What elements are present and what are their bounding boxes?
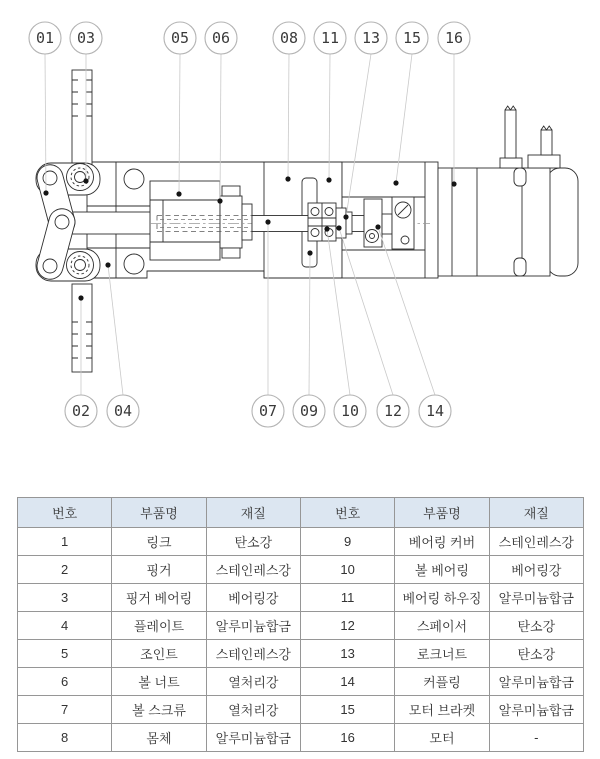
table-cell: 베어링강 [489, 556, 583, 584]
callout-06 [205, 22, 237, 54]
table-cell: 스페이서 [395, 612, 489, 640]
svg-text:01: 01 [35, 29, 55, 47]
table-cell: 볼 너트 [112, 668, 206, 696]
table-cell: 9 [300, 528, 394, 556]
table-cell: 링크 [112, 528, 206, 556]
table-cell: 볼 베어링 [395, 556, 489, 584]
table-cell: 탄소강 [206, 528, 300, 556]
drawing-finger-bearing-bottom [67, 252, 94, 279]
table-cell: 10 [300, 556, 394, 584]
callout-16 [438, 22, 470, 54]
callout-09 [293, 395, 325, 427]
table-cell: 베어링 하우징 [395, 584, 489, 612]
svg-text:03: 03 [76, 29, 96, 47]
table-cell: 알루미늄합금 [206, 612, 300, 640]
svg-text:15: 15 [402, 29, 422, 47]
table-cell: 5 [18, 640, 112, 668]
drawing-finger-bearing-top [67, 164, 94, 191]
table-row [18, 640, 584, 668]
table-cell: 베어링 커버 [395, 528, 489, 556]
svg-text:06: 06 [211, 29, 231, 47]
table-cell: 핑거 베어링 [112, 584, 206, 612]
table-cell: 볼 스크류 [112, 696, 206, 724]
table-cell: 모터 브라켓 [395, 696, 489, 724]
table-cell: 스테인레스강 [206, 556, 300, 584]
table-row [18, 696, 584, 724]
column-header: 부품명 [395, 498, 489, 528]
callout-10 [334, 395, 366, 427]
svg-text:09: 09 [299, 402, 319, 420]
drawing-ball-bearings [308, 203, 336, 241]
table-cell: 8 [18, 724, 112, 752]
callout-07 [252, 395, 284, 427]
callout-13 [355, 22, 387, 54]
svg-text:02: 02 [71, 402, 91, 420]
callouts-bottom [65, 395, 451, 427]
table-cell: 스테인레스강 [206, 640, 300, 668]
table-cell: 커플링 [395, 668, 489, 696]
callout-05 [164, 22, 196, 54]
table-row [18, 612, 584, 640]
svg-text:04: 04 [113, 402, 133, 420]
column-header: 번호 [18, 498, 112, 528]
table-row [18, 584, 584, 612]
callout-14 [419, 395, 451, 427]
svg-text:16: 16 [444, 29, 464, 47]
svg-text:14: 14 [425, 402, 445, 420]
callout-15 [396, 22, 428, 54]
table-cell: 알루미늄합금 [206, 724, 300, 752]
table-cell: 4 [18, 612, 112, 640]
table-cell: 조인트 [112, 640, 206, 668]
callout-03 [70, 22, 102, 54]
table-row [18, 668, 584, 696]
table-cell: 7 [18, 696, 112, 724]
table-header-row [18, 498, 584, 528]
table-cell: 베어링강 [206, 584, 300, 612]
table-cell: 15 [300, 696, 394, 724]
table-cell: 플레이트 [112, 612, 206, 640]
table-cell: 알루미늄합금 [489, 584, 583, 612]
table-cell: 열처리강 [206, 668, 300, 696]
table-cell: 16 [300, 724, 394, 752]
table-cell: 열처리강 [206, 696, 300, 724]
table-cell: 모터 [395, 724, 489, 752]
drawing-motor [438, 106, 578, 276]
table-cell: 14 [300, 668, 394, 696]
table-cell: 핑거 [112, 556, 206, 584]
table-cell: 몸체 [112, 724, 206, 752]
column-header: 번호 [300, 498, 394, 528]
table-cell: 알루미늄합금 [489, 668, 583, 696]
callout-11 [314, 22, 346, 54]
svg-text:05: 05 [170, 29, 190, 47]
column-header: 재질 [206, 498, 300, 528]
callout-02 [65, 395, 97, 427]
svg-text:08: 08 [279, 29, 299, 47]
callout-12 [377, 395, 409, 427]
parts-table [17, 497, 584, 752]
table-cell: 스테인레스강 [489, 528, 583, 556]
svg-text:07: 07 [258, 402, 278, 420]
table-cell: 6 [18, 668, 112, 696]
callout-08 [273, 22, 305, 54]
column-header: 재질 [489, 498, 583, 528]
svg-text:12: 12 [383, 402, 403, 420]
callouts-top [29, 22, 470, 54]
table-cell: 탄소강 [489, 612, 583, 640]
table-row [18, 528, 584, 556]
table-cell: 12 [300, 612, 394, 640]
table-cell: 로크너트 [395, 640, 489, 668]
table-cell: 2 [18, 556, 112, 584]
table-cell: 알루미늄합금 [489, 696, 583, 724]
svg-text:11: 11 [320, 29, 340, 47]
table-cell: 1 [18, 528, 112, 556]
column-header: 부품명 [112, 498, 206, 528]
callout-01 [29, 22, 61, 54]
motor-cables [505, 106, 552, 158]
drawing-finger-top [72, 70, 92, 166]
table-cell: 탄소강 [489, 640, 583, 668]
drawing-lock-nut [336, 208, 352, 238]
table-cell: 13 [300, 640, 394, 668]
callout-04 [107, 395, 139, 427]
table-row [18, 724, 584, 752]
table-cell: 3 [18, 584, 112, 612]
table-row [18, 556, 584, 584]
table-cell: - [489, 724, 583, 752]
svg-text:10: 10 [340, 402, 360, 420]
table-cell: 11 [300, 584, 394, 612]
svg-text:13: 13 [361, 29, 381, 47]
